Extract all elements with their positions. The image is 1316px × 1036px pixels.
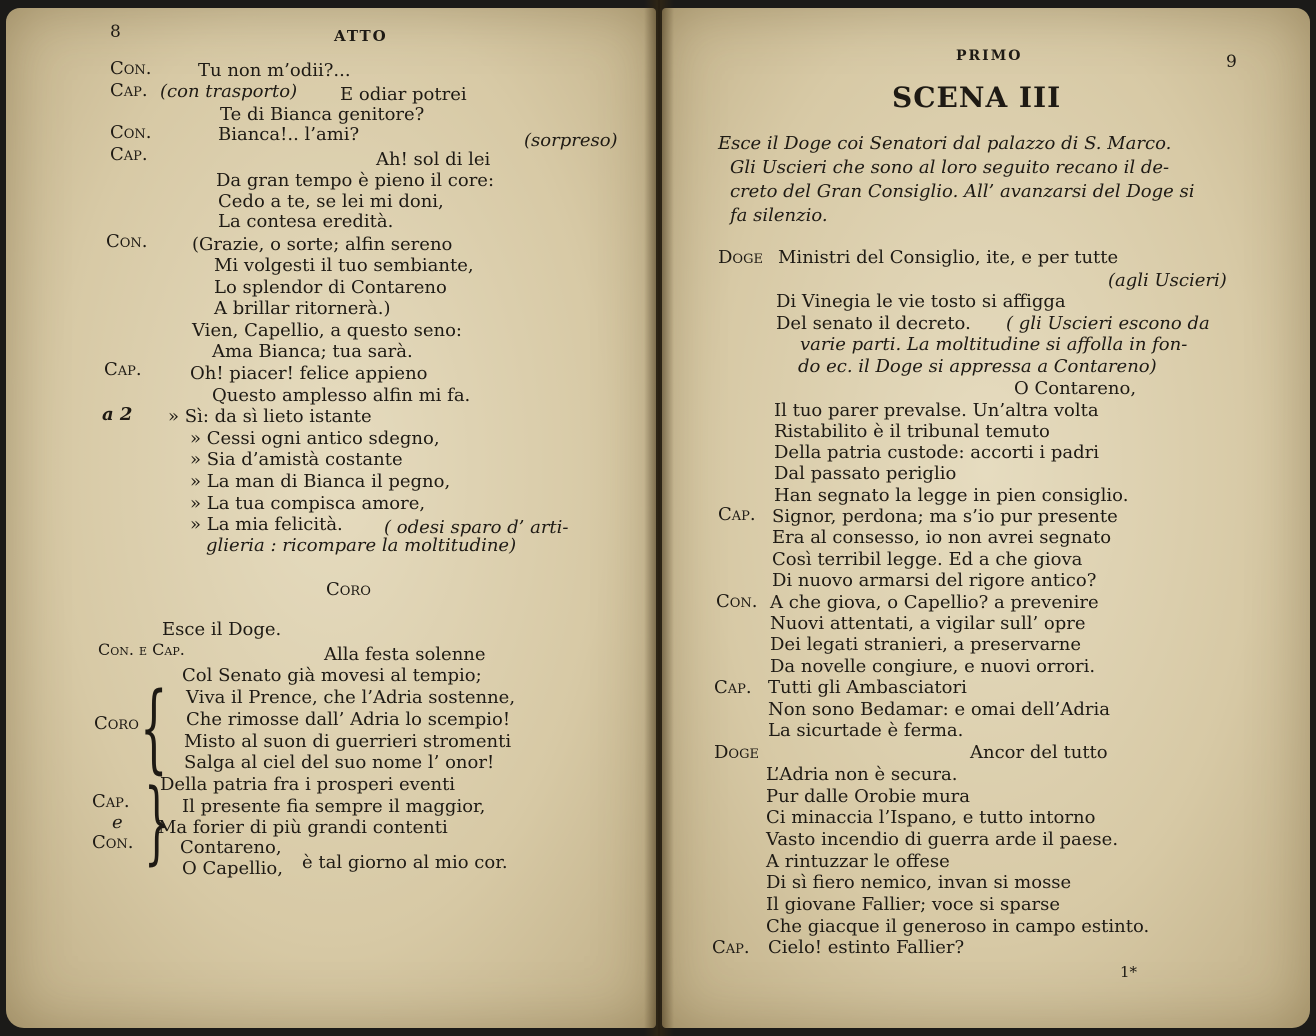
running-head-right: PRIMO [956, 48, 1023, 64]
verse-line: Ministri del Consiglio, ite, e per tutte [778, 247, 1119, 268]
verse-line: Ma forier di più grandi contenti [158, 817, 448, 838]
stage-direction: (sorpreso) [524, 130, 618, 151]
speaker-label: Coro [94, 713, 139, 734]
page-number-right: 9 [1226, 52, 1237, 72]
speaker-label: Con. e Cap. [98, 640, 185, 659]
speaker-label: Con. [110, 122, 152, 143]
speaker-label: Cap. [104, 359, 142, 380]
verse-line: Misto al suon di guerrieri stromenti [184, 731, 512, 752]
verse-line: Dal passato periglio [774, 463, 957, 484]
stage-direction: varie parti. La moltitudine si affolla in fon- [800, 334, 1188, 355]
speaker-label: Con. [110, 58, 152, 79]
verse-line: E odiar potrei [340, 84, 467, 105]
verse-line: » La man di Bianca il pegno, [190, 471, 451, 492]
stage-direction: ( odesi sparo d’ arti- [384, 517, 569, 538]
verse-line: Ci minaccia l’Ispano, e tutto intorno [766, 807, 1096, 828]
verse-line: Vasto incendio di guerra arde il paese. [766, 829, 1119, 850]
verse-line: Cielo! estinto Fallier? [768, 937, 965, 958]
verse-line: Mi volgesti il tuo sembiante, [214, 255, 474, 276]
speaker-label: Cap. [718, 504, 756, 525]
speaker-label: Con. [716, 591, 758, 612]
verse-line: Cedo a te, se lei mi doni, [218, 191, 444, 212]
stage-direction: fa silenzio. [730, 205, 828, 226]
verse-line: Da novelle congiure, e nuovi orrori. [770, 656, 1096, 677]
speaker-label: e [112, 812, 123, 833]
signature-mark: 1* [1120, 963, 1138, 981]
verse-line: Del senato il decreto. [776, 313, 971, 334]
verse-line: O Capellio, [182, 858, 283, 879]
verse-line: Signor, perdona; ma s’io pur presente [772, 506, 1118, 527]
brace: { [140, 672, 168, 784]
verse-line: Ah! sol di lei [376, 149, 491, 170]
verse-line: Della patria custode: accorti i padri [774, 442, 1099, 463]
verse-line: Da gran tempo è pieno il core: [216, 170, 495, 191]
speaker-label: Doge [714, 742, 759, 763]
verse-line: Lo splendor di Contareno [214, 277, 447, 298]
stage-direction: ( gli Uscieri escono da [1006, 313, 1210, 334]
verse-line: Alla festa solenne [324, 644, 486, 665]
verse-line: Salga al ciel del suo nome l’ onor! [184, 752, 495, 773]
verse-line: La contesa eredità. [218, 211, 394, 232]
verse-line: Che giacque il generoso in campo estinto. [766, 916, 1150, 937]
verse-line: » Sia d’amistà costante [190, 449, 403, 470]
verse-line: Contareno, [180, 837, 282, 858]
speaker-label: Cap. [110, 144, 148, 165]
verse-line: Oh! piacer! felice appieno [190, 363, 428, 384]
verse-line: A rintuzzar le offese [766, 851, 950, 872]
verse-line: Col Senato già movesi al tempio; [182, 665, 482, 686]
stage-direction: Gli Uscieri che sono al loro seguito recano il de- [730, 157, 1170, 178]
verse-line: Di nuovo armarsi del rigore antico? [772, 570, 1097, 591]
verse-line: Pur dalle Orobie mura [766, 786, 971, 807]
verse-line: L’Adria non è secura. [766, 764, 958, 785]
speaker-label: Con. [106, 231, 148, 252]
verse-line: Di sì fiero nemico, invan si mosse [766, 872, 1072, 893]
stage-direction: do ec. il Doge si appressa a Contareno) [798, 356, 1157, 377]
verse-line: Il presente fia sempre il maggior, [182, 796, 486, 817]
book-gutter [644, 0, 674, 1036]
speaker-label: a 2 [102, 404, 133, 425]
verse-line: (Grazie, o sorte; alfin sereno [192, 234, 453, 255]
right-page [662, 8, 1310, 1028]
verse-line: A che giova, o Capellio? a prevenire [770, 592, 1099, 613]
section-heading: Coro [326, 579, 371, 600]
stage-direction: Esce il Doge coi Senatori dal palazzo di S. Marco. [718, 133, 1172, 154]
verse-line: Bianca!.. l’ami? [218, 124, 360, 145]
verse-line: Ancor del tutto [970, 742, 1108, 763]
speaker-label: Cap. [714, 677, 752, 698]
verse-line: Della patria fra i prosperi eventi [160, 774, 456, 795]
verse-line: Che rimosse dall’ Adria lo scempio! [186, 709, 511, 730]
stage-direction: (agli Uscieri) [1108, 270, 1227, 291]
stage-direction: glieria : ricompare la moltitudine) [206, 535, 517, 556]
brace: } [144, 770, 170, 875]
verse-line: Non sono Bedamar: e omai dell’Adria [768, 699, 1110, 720]
verse-line: Era al consesso, io non avrei segnato [772, 527, 1112, 548]
verse-line: » Cessi ogni antico sdegno, [190, 428, 440, 449]
verse-line: Viva il Prence, che l’Adria sostenne, [186, 687, 516, 708]
verse-line: Così terribil legge. Ed a che giova [772, 549, 1083, 570]
verse-line: è tal giorno al mio cor. [302, 852, 508, 873]
verse-line: Dei legati stranieri, a preservarne [770, 634, 1082, 655]
speaker-label: Doge [718, 247, 763, 268]
verse-line: Ama Bianca; tua sarà. [212, 341, 413, 362]
verse-line: » Sì: da sì lieto istante [168, 406, 372, 427]
page-number-left: 8 [110, 22, 121, 42]
verse-line: Vien, Capellio, a questo seno: [192, 320, 462, 341]
left-page [6, 8, 656, 1028]
verse-line: Tutti gli Ambasciatori [768, 677, 967, 698]
verse-line: Nuovi attentati, a vigilar sull’ opre [770, 613, 1086, 634]
speaker-label: Con. [92, 832, 134, 853]
running-head-left: ATTO [334, 27, 388, 45]
stage-direction: (con trasporto) [160, 81, 298, 102]
verse-line: Il tuo parer prevalse. Un’altra volta [774, 400, 1099, 421]
stage-direction: creto del Gran Consiglio. All’ avanzarsi del Doge si [730, 181, 1195, 202]
verse-line: A brillar ritornerà.) [214, 298, 391, 319]
verse-line: O Contareno, [1014, 378, 1137, 399]
verse-line: La sicurtade è ferma. [768, 720, 964, 741]
verse-line: Questo amplesso alfin mi fa. [212, 385, 471, 406]
verse-line: » La mia felicità. [190, 514, 343, 535]
scene-title: SCENA III [892, 81, 1062, 114]
verse-line: Te di Bianca genitore? [220, 104, 425, 125]
verse-line: Han segnato la legge in pien consiglio. [774, 485, 1129, 506]
verse-line: Tu non m’odii?... [198, 60, 351, 81]
speaker-label: Cap. [712, 937, 750, 958]
verse-line: Ristabilito è il tribunal temuto [774, 421, 1050, 442]
stage-direction: Esce il Doge. [162, 619, 282, 640]
verse-line: Di Vinegia le vie tosto si affigga [776, 291, 1066, 312]
speaker-label: Cap. [92, 791, 130, 812]
speaker-label: Cap. [110, 80, 148, 101]
verse-line: » La tua compisca amore, [190, 493, 426, 514]
verse-line: Il giovane Fallier; voce si sparse [766, 894, 1061, 915]
